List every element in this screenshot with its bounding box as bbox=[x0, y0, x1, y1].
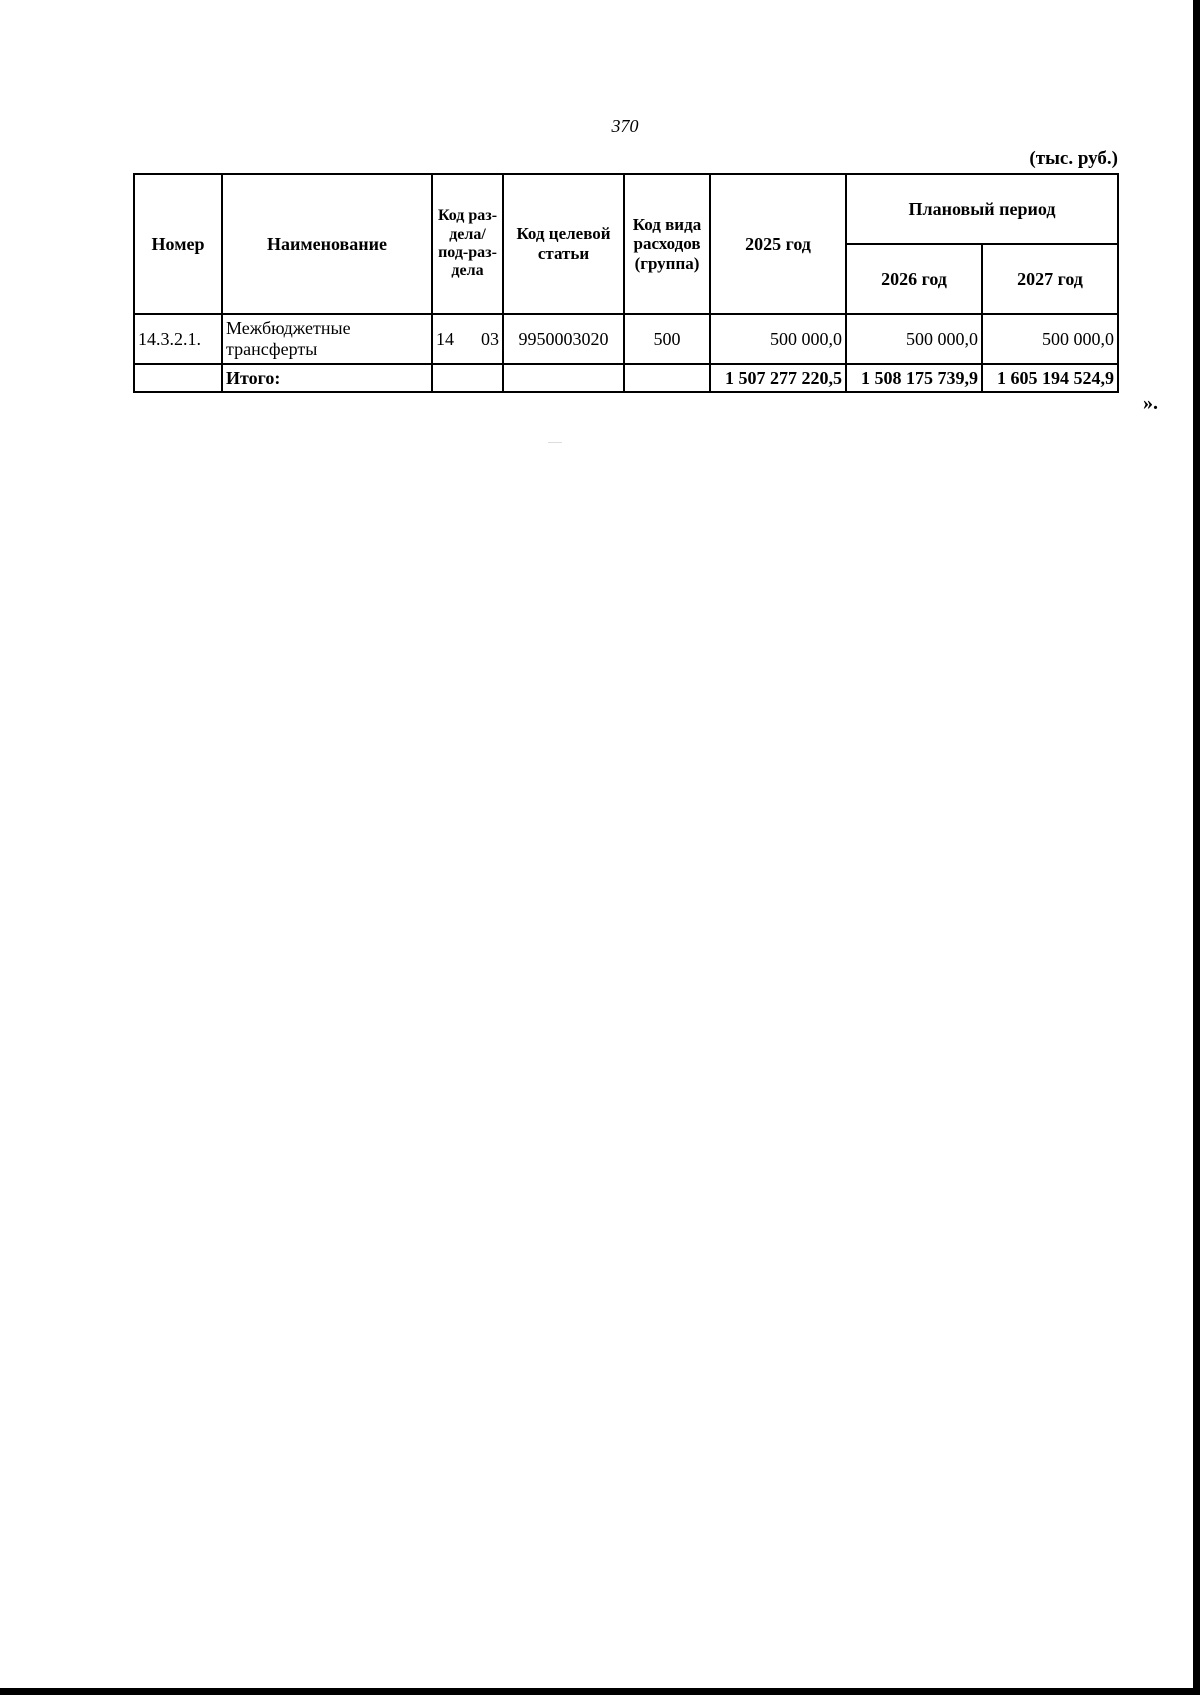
header-number: Номер bbox=[134, 174, 222, 314]
total-empty-target bbox=[503, 364, 624, 392]
total-empty-section bbox=[432, 364, 503, 392]
row-section-code bbox=[432, 314, 503, 364]
total-label: Итого: bbox=[222, 364, 432, 392]
unit-label: (тыс. руб.) bbox=[1029, 148, 1118, 169]
page-number: 370 bbox=[611, 116, 639, 136]
row-expense-type: 500 bbox=[624, 314, 710, 364]
total-value-2027: 1 605 194 524,9 bbox=[982, 364, 1118, 392]
header-expense-type-code: Код вида расходов (группа) bbox=[624, 174, 710, 314]
header-target-code: Код целевой статьи bbox=[503, 174, 624, 314]
header-section-code: Код раз-дела/ под-раз-дела bbox=[432, 174, 503, 314]
total-value-2025: 1 507 277 220,5 bbox=[710, 364, 846, 392]
total-value-2026: 1 508 175 739,9 bbox=[846, 364, 982, 392]
total-empty-expense bbox=[624, 364, 710, 392]
row-value-2026: 500 000,0 bbox=[846, 314, 982, 364]
header-planned-period: Плановый период bbox=[846, 174, 1118, 244]
scan-edge-bottom bbox=[0, 1688, 1200, 1695]
row-name: Межбюджетные трансферты bbox=[222, 314, 432, 364]
table-row bbox=[134, 314, 1118, 364]
row-value-2025: 500 000,0 bbox=[710, 314, 846, 364]
header-year-2025: 2025 год bbox=[710, 174, 846, 314]
header-year-2027: 2027 год bbox=[982, 244, 1118, 314]
scan-speck bbox=[548, 442, 562, 443]
budget-table bbox=[133, 173, 1119, 393]
row-target-code: 9950003020 bbox=[503, 314, 624, 364]
row-subsection: 03 bbox=[481, 328, 499, 349]
header-year-2026: 2026 год bbox=[846, 244, 982, 314]
scan-edge-right bbox=[1193, 0, 1200, 1695]
table-header-row bbox=[134, 174, 1118, 244]
row-value-2027: 500 000,0 bbox=[982, 314, 1118, 364]
row-number: 14.3.2.1. bbox=[134, 314, 222, 364]
header-name: Наименование bbox=[222, 174, 432, 314]
total-empty-number bbox=[134, 364, 222, 392]
row-section: 14 bbox=[436, 328, 454, 349]
total-row bbox=[134, 364, 1118, 392]
closing-quote: ». bbox=[1143, 392, 1158, 414]
